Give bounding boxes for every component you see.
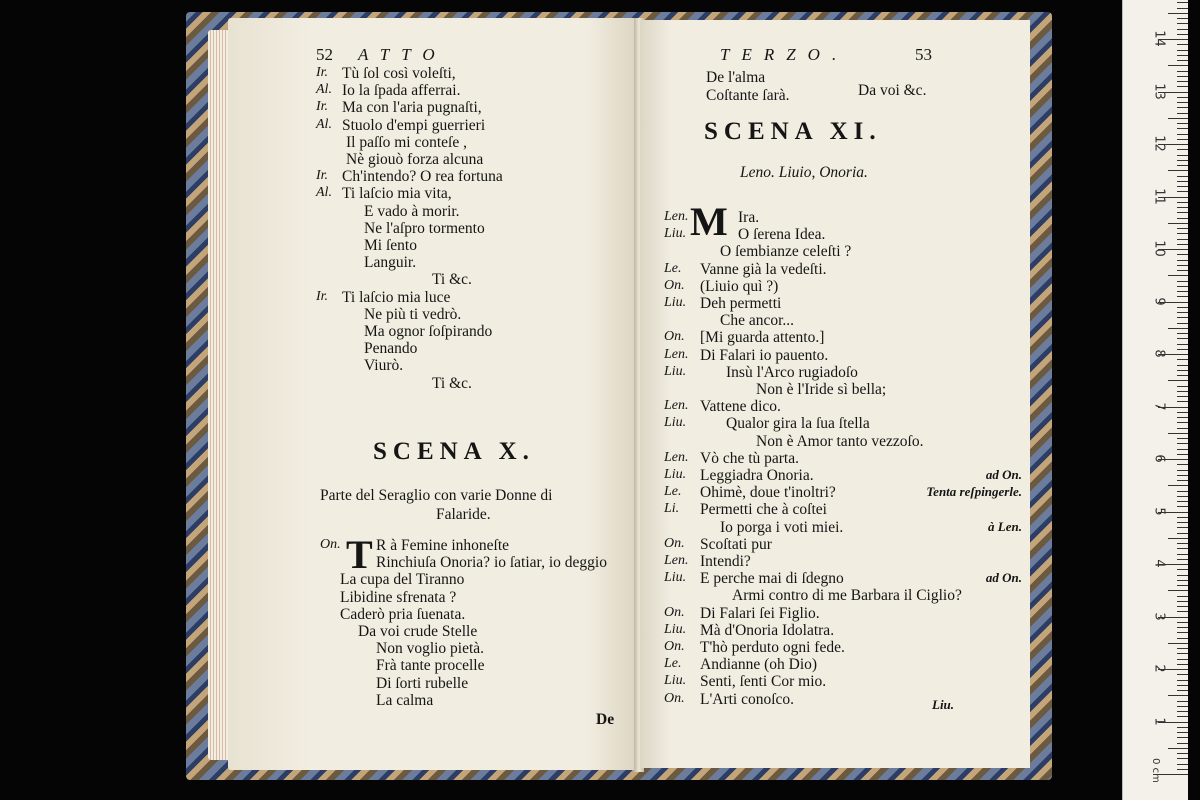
- ruler-tick: [1177, 281, 1188, 282]
- ruler-tick: [1177, 123, 1188, 124]
- ruler-tick: [1177, 349, 1188, 350]
- ruler-tick: [1177, 134, 1188, 135]
- speaker-label: Ir.: [316, 288, 329, 304]
- ruler-tick: [1177, 155, 1188, 156]
- verse-line: Vattene dico.: [700, 398, 781, 416]
- ruler-tick: [1177, 233, 1188, 234]
- speaker-label: Le.: [664, 484, 682, 500]
- ruler-tick: [1177, 333, 1188, 334]
- verse-line: Io porga i voti miei.: [720, 518, 844, 536]
- ruler-tick: [1177, 480, 1188, 481]
- verse-line: Ne più ti vedrò.: [364, 305, 462, 323]
- verse-line: Intendi?: [700, 553, 751, 570]
- drop-cap-t: T: [346, 532, 373, 577]
- verse-line: Ma con l'aria pugnaſti,: [342, 99, 482, 117]
- verse-line: Deh permetti: [700, 295, 782, 312]
- ruler-tick: [1177, 207, 1188, 208]
- ruler-number: 5: [1151, 506, 1167, 516]
- ruler-tick: [1177, 212, 1188, 213]
- verse-line: Qualor gira la ſua ſtella: [726, 415, 870, 433]
- ruler-tick: [1177, 71, 1188, 72]
- speaker-label: Len.: [664, 398, 689, 414]
- verse-line: Insù l'Arco rugiadoſo: [726, 363, 858, 381]
- speaker-label: Ir.: [316, 99, 329, 115]
- ruler-number: 9: [1151, 296, 1167, 306]
- ruler-tick: [1177, 580, 1188, 581]
- ruler-tick: [1177, 501, 1188, 502]
- ruler-tick: [1177, 323, 1188, 324]
- ruler-tick: [1177, 2, 1188, 3]
- ruler-tick: [1177, 496, 1188, 497]
- ruler-tick: [1177, 664, 1188, 665]
- ruler-tick: [1177, 638, 1188, 639]
- ruler-tick: [1177, 286, 1188, 287]
- ruler-tick: [1177, 417, 1188, 418]
- ruler-number: 8: [1151, 349, 1167, 358]
- ruler-number: 11: [1151, 187, 1167, 205]
- speaker-label: Li.: [664, 501, 680, 517]
- ruler-tick: [1177, 764, 1188, 765]
- speaker-label: Len.: [664, 346, 689, 362]
- ruler-tick: [1177, 522, 1188, 523]
- verse-line: Da voi crude Stelle: [358, 623, 478, 640]
- verse-line: Ti laſcio mia luce: [342, 288, 451, 306]
- verse-line: E vado à morir.: [364, 202, 460, 220]
- ruler-tick: [1177, 218, 1188, 219]
- ruler-tick: [1177, 506, 1188, 507]
- ruler-tick: [1177, 701, 1188, 702]
- ruler-tick: [1177, 113, 1188, 114]
- ruler-tick: [1168, 485, 1188, 486]
- ruler-tick: [1177, 716, 1188, 717]
- ruler-tick: [1177, 18, 1188, 19]
- ruler-tick: [1177, 375, 1188, 376]
- verse-line: Caderò pria ſuenata.: [340, 605, 466, 623]
- verse-line: [Mi guarda attento.]: [700, 329, 825, 347]
- ruler-number: 4: [1151, 559, 1167, 568]
- verse-line: Il paſſo mi conteſe ,: [346, 133, 467, 151]
- verse-line: Nè giouò forza alcuna: [346, 151, 484, 168]
- ruler-tick: [1177, 396, 1188, 397]
- ruler-tick: [1177, 370, 1188, 371]
- ruler-tick: [1177, 76, 1188, 77]
- ruler-tick: [1177, 743, 1188, 744]
- verse-line: Senti, ſenti Cor mio.: [700, 673, 827, 691]
- ruler-tick: [1177, 527, 1188, 528]
- speaker-label: Liu.: [664, 621, 687, 637]
- ruler-tick: [1177, 102, 1188, 103]
- speaker-label: Ir.: [316, 65, 329, 80]
- verse-line: Ma ognor ſoſpirando: [364, 323, 493, 340]
- ruler-tick: [1177, 296, 1188, 297]
- right-top-line-1: De l'alma: [706, 69, 766, 86]
- ruler-tick: [1177, 165, 1188, 166]
- verse-line: O ſembianze celeſti ?: [720, 243, 852, 261]
- speaker-label: Le.: [664, 260, 682, 276]
- verse-line: Di Falari io pauento.: [700, 346, 829, 364]
- ruler-number: 12: [1151, 135, 1167, 152]
- ruler-tick: [1168, 13, 1188, 14]
- verse-line: Di ſorti rubelle: [376, 674, 469, 692]
- verse-line: Rinchiuſa Onoria? io ſatiar, io deggio: [376, 554, 607, 572]
- verse-line: Ch'intendo? O rea fortuna: [342, 168, 503, 186]
- right-page-number: 53: [915, 45, 932, 64]
- verse-line: (Liuio quì ?): [700, 277, 779, 295]
- ruler-tick: [1177, 344, 1188, 345]
- verse-line: Ohimè, doue t'inoltri?: [700, 484, 836, 502]
- verse-line: La calma: [376, 691, 434, 709]
- left-catchword: De: [596, 711, 615, 728]
- ruler-tick: [1177, 706, 1188, 707]
- ruler-tick: [1168, 433, 1188, 434]
- right-page: [640, 20, 1030, 768]
- verse-line: Languir.: [364, 254, 417, 272]
- scene-x-description-2: Falaride.: [436, 506, 491, 523]
- ruler-number: 1: [1151, 716, 1167, 726]
- ruler-tick: [1177, 228, 1188, 229]
- ruler-tick: [1177, 632, 1188, 633]
- ruler-tick: [1177, 428, 1188, 429]
- verse-line: Tù ſol così voleſti,: [342, 65, 456, 82]
- ruler-tick: [1177, 575, 1188, 576]
- verse-line: Ti &c.: [432, 374, 472, 392]
- ruler-tick: [1177, 60, 1188, 61]
- stage-direction: Tenta reſpingerle.: [926, 484, 1022, 500]
- ruler-tick: [1177, 391, 1188, 392]
- ruler-tick: [1177, 611, 1188, 612]
- ruler-tick: [1177, 443, 1188, 444]
- left-page: [228, 18, 636, 770]
- speaker-label: Liu.: [664, 295, 687, 310]
- verse-line: Ti &c.: [432, 271, 472, 289]
- verse-line: Di Falari ſei Figlio.: [700, 604, 820, 622]
- drop-cap-m: M: [690, 199, 728, 244]
- scene-title-xi: SCENA XI.: [704, 118, 882, 145]
- ruler-tick: [1177, 317, 1188, 318]
- verse-line: Non è Amor tanto vezzoſo.: [756, 432, 924, 450]
- ruler-tick: [1177, 244, 1188, 245]
- right-top-refrain: Da voi &c.: [858, 82, 927, 99]
- ruler-tick: [1177, 359, 1188, 360]
- ruler-tick: [1177, 291, 1188, 292]
- ruler-tick: [1177, 438, 1188, 439]
- speaker-label: Liu.: [664, 415, 687, 431]
- verse-line: L'Arti conoſco.: [700, 690, 795, 708]
- ruler-tick: [1158, 774, 1188, 775]
- ruler-tick: [1177, 533, 1188, 534]
- speaker-label: Al.: [316, 185, 332, 201]
- ruler-number: 3: [1151, 611, 1167, 621]
- verse-line: Libidine sfrenata ?: [340, 588, 457, 606]
- speaker-label: Liu.: [664, 673, 687, 689]
- ruler-tick: [1177, 753, 1188, 754]
- right-top-line-2: Coſtante ſarà.: [706, 87, 790, 104]
- ruler-tick: [1177, 401, 1188, 402]
- ruler-tick: [1177, 86, 1188, 87]
- ruler-tick: [1168, 65, 1188, 66]
- verse-line: Andianne (oh Dio): [700, 656, 818, 674]
- verse-line: Leggiadra Onoria.: [700, 467, 814, 484]
- ruler-tick: [1177, 8, 1188, 9]
- verse-line: Ira.: [738, 209, 760, 226]
- ruler-tick: [1177, 29, 1188, 30]
- speaker-label: On.: [664, 329, 685, 345]
- left-running-head: ATTO: [358, 45, 447, 64]
- stage-direction: ad On.: [985, 467, 1022, 482]
- ruler-number: 10: [1151, 240, 1167, 257]
- verse-line: La cupa del Tiranno: [340, 571, 465, 589]
- ruler-tick: [1177, 543, 1188, 544]
- speaker-label: Al.: [316, 82, 332, 98]
- ruler-tick: [1177, 449, 1188, 450]
- verse-line: Stuolo d'empi guerrieri: [342, 116, 486, 134]
- ruler-tick: [1177, 139, 1188, 140]
- ruler-tick: [1177, 128, 1188, 129]
- speaker-label: Le.: [664, 656, 682, 672]
- ruler-tick: [1177, 44, 1188, 45]
- ruler-tick: [1177, 365, 1188, 366]
- speaker-label: On.: [664, 277, 685, 293]
- ruler-tick: [1177, 491, 1188, 492]
- verse-line: T'hò perduto ogni fede.: [700, 639, 845, 656]
- stage-direction: à Len.: [988, 518, 1022, 534]
- ruler-tick: [1177, 622, 1188, 623]
- ruler-tick: [1177, 81, 1188, 82]
- ruler-tick: [1177, 769, 1188, 770]
- ruler-tick: [1177, 23, 1188, 24]
- ruler-tick: [1177, 559, 1188, 560]
- verse-line: Penando: [364, 340, 418, 358]
- ruler-tick: [1168, 275, 1188, 276]
- ruler-tick: [1177, 149, 1188, 150]
- verse-line: E perche mai di ſdegno: [700, 570, 844, 588]
- ruler-tick: [1177, 202, 1188, 203]
- speaker-label: Ir.: [316, 168, 329, 184]
- speaker-label: Al.: [316, 116, 332, 132]
- ruler-tick: [1168, 223, 1188, 224]
- ruler-tick: [1177, 690, 1188, 691]
- speaker-label: Len.: [664, 553, 689, 568]
- verse-line: Mi ſento: [364, 237, 417, 254]
- speaker-label: On.: [320, 537, 341, 552]
- ruler-tick: [1177, 254, 1188, 255]
- ruler-tick: [1177, 601, 1188, 602]
- ruler-tick: [1177, 648, 1188, 649]
- speaker-label: Liu.: [664, 226, 687, 242]
- ruler-tick: [1177, 160, 1188, 161]
- ruler-tick: [1177, 176, 1188, 177]
- ruler-tick: [1177, 659, 1188, 660]
- verse-line: Ti laſcio mia vita,: [342, 185, 452, 203]
- scene-xi-characters: Leno. Liuio, Onoria.: [740, 164, 868, 181]
- ruler-tick: [1177, 386, 1188, 387]
- ruler-tick: [1177, 569, 1188, 570]
- scene-x-description-1: Parte del Seraglio con varie Donne di: [320, 487, 553, 504]
- ruler-tick: [1168, 695, 1188, 696]
- speaker-label: Len.: [664, 209, 689, 224]
- ruler-tick: [1177, 191, 1188, 192]
- ruler-tick: [1177, 596, 1188, 597]
- ruler-tick: [1177, 680, 1188, 681]
- ruler-number: 6: [1151, 454, 1167, 463]
- verse-line: Vò che tù parta.: [700, 449, 799, 467]
- speaker-label: Liu.: [664, 570, 687, 586]
- ruler-tick: [1177, 454, 1188, 455]
- ruler-unit: 0 cm: [1149, 758, 1161, 783]
- ruler-tick: [1177, 412, 1188, 413]
- ruler-number: 7: [1151, 401, 1167, 411]
- ruler-tick: [1168, 328, 1188, 329]
- verse-line: Viurò.: [364, 357, 404, 375]
- measurement-ruler: [1122, 0, 1188, 800]
- ruler-tick: [1177, 338, 1188, 339]
- verse-line: Permetti che à coſtei: [700, 501, 827, 519]
- ruler-tick: [1177, 270, 1188, 271]
- ruler-tick: [1177, 727, 1188, 728]
- right-catchword: Liu.: [932, 697, 955, 712]
- ruler-tick: [1177, 260, 1188, 261]
- ruler-tick: [1177, 107, 1188, 108]
- ruler-number: 2: [1151, 664, 1167, 673]
- ruler-tick: [1177, 312, 1188, 313]
- verse-line: Mà d'Onoria Idolatra.: [700, 621, 835, 639]
- stage-direction: ad On.: [985, 570, 1022, 586]
- verse-line: Non voglio pietà.: [376, 640, 485, 658]
- ruler-tick: [1177, 732, 1188, 733]
- ruler-tick: [1168, 748, 1188, 749]
- ruler-tick: [1177, 585, 1188, 586]
- ruler-tick: [1177, 606, 1188, 607]
- ruler-tick: [1168, 118, 1188, 119]
- speaker-label: Liu.: [664, 467, 687, 482]
- verse-line: O ſerena Idea.: [738, 226, 826, 244]
- scene-title-x: SCENA X.: [373, 438, 535, 465]
- left-page-number: 52: [316, 45, 333, 64]
- ruler-tick: [1177, 627, 1188, 628]
- ruler-tick: [1177, 517, 1188, 518]
- ruler-tick: [1177, 97, 1188, 98]
- verse-line: Ne l'aſpro tormento: [364, 219, 485, 237]
- ruler-tick: [1168, 170, 1188, 171]
- ruler-tick: [1177, 181, 1188, 182]
- ruler-tick: [1177, 307, 1188, 308]
- ruler-tick: [1168, 590, 1188, 591]
- speaker-label: On.: [664, 690, 685, 706]
- ruler-tick: [1177, 653, 1188, 654]
- ruler-tick: [1177, 674, 1188, 675]
- verse-line: Che ancor...: [720, 312, 795, 330]
- ruler-tick: [1177, 737, 1188, 738]
- ruler-tick: [1177, 470, 1188, 471]
- ruler-tick: [1177, 239, 1188, 240]
- speaker-label: Len.: [664, 449, 689, 465]
- verse-line: Io la ſpada afferrai.: [342, 82, 461, 100]
- verse-line: Scoſtati pur: [700, 535, 772, 553]
- ruler-tick: [1168, 643, 1188, 644]
- verse-line: R à Femine inhoneſte: [376, 537, 510, 554]
- ruler-tick: [1177, 685, 1188, 686]
- ruler-tick: [1177, 475, 1188, 476]
- verse-line: Non è l'Iride sì bella;: [756, 381, 887, 398]
- speaker-label: On.: [664, 604, 685, 620]
- ruler-tick: [1177, 554, 1188, 555]
- verse-line: Frà tante procelle: [376, 657, 485, 675]
- verse-line: Vanne già la vedeſti.: [700, 260, 827, 278]
- speaker-label: On.: [664, 639, 685, 654]
- ruler-tick: [1177, 34, 1188, 35]
- ruler-tick: [1177, 711, 1188, 712]
- ruler-tick: [1168, 380, 1188, 381]
- speaker-label: Liu.: [664, 363, 687, 379]
- right-running-head: TERZO.: [720, 45, 849, 64]
- ruler-tick: [1177, 265, 1188, 266]
- ruler-number: 13: [1151, 82, 1167, 100]
- ruler-tick: [1177, 55, 1188, 56]
- speaker-label: On.: [664, 535, 685, 551]
- ruler-tick: [1168, 538, 1188, 539]
- ruler-tick: [1177, 186, 1188, 187]
- ruler-tick: [1177, 464, 1188, 465]
- verse-line: Armi contro di me Barbara il Ciglio?: [732, 587, 962, 605]
- ruler-tick: [1177, 548, 1188, 549]
- ruler-tick: [1177, 758, 1188, 759]
- ruler-number: 14: [1151, 30, 1167, 47]
- ruler-tick: [1177, 422, 1188, 423]
- ruler-tick: [1177, 50, 1188, 51]
